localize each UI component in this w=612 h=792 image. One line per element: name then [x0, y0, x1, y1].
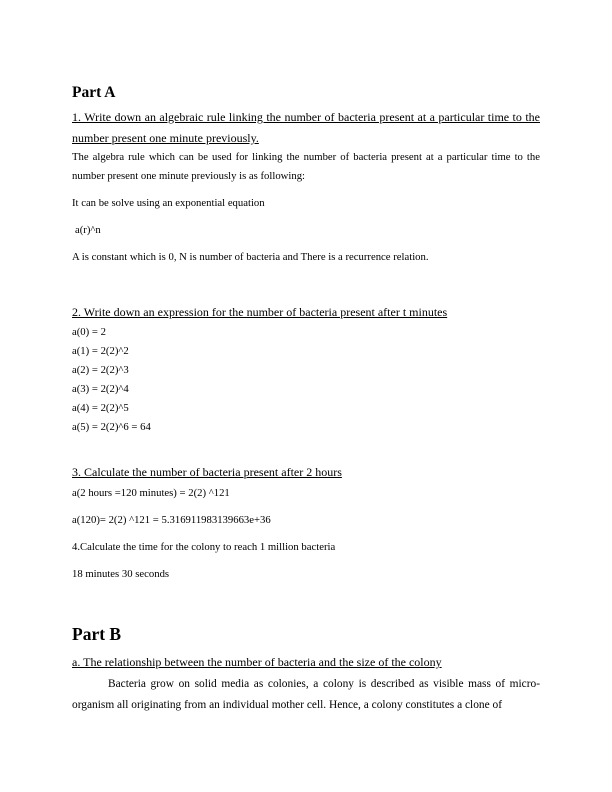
sequence-line: a(1) = 2(2)^2	[72, 345, 129, 357]
sequence-line: a(2) = 2(2)^3	[72, 364, 129, 376]
question-3-title: 3. Calculate the number of bacteria present after 2 hours	[72, 465, 342, 479]
question-1-method: It can be solve using an exponential equation	[72, 197, 265, 209]
question-1-explanation: A is constant which is 0, N is number of bacteria and There is a recurrence relation.	[72, 251, 429, 263]
part-a-heading: Part A	[72, 84, 116, 101]
question-3-line-2: a(120)= 2(2) ^121 = 5.316911983139663e+36	[72, 514, 271, 526]
sequence-line: a(4) = 2(2)^5	[72, 402, 129, 414]
question-1-formula: a(r)^n	[75, 224, 101, 236]
question-2-title: 2. Write down an expression for the number of bacteria present after t minutes	[72, 305, 448, 319]
sequence-line: a(5) = 2(2)^6 = 64	[72, 421, 151, 433]
question-3-line-1: a(2 hours =120 minutes) = 2(2) ^121	[72, 487, 230, 499]
sequence-line: a(3) = 2(2)^4	[72, 383, 129, 395]
part-b-heading: Part B	[72, 624, 122, 644]
part-b-question-a-title: a. The relationship between the number of bacteria and the size of the colony	[72, 655, 442, 669]
question-4-answer: 18 minutes 30 seconds	[72, 568, 170, 580]
part-b-paragraph: Bacteria grow on solid media as colonies, a colony is described as visible mass of micro-organism all originating from an individual mother cell. Hence, a colony constitutes a clone of	[72, 678, 540, 711]
question-1-title: 1. Write down an algebraic rule linking the number of bacteria present at a particular time to the number present one minute previously.	[72, 110, 540, 145]
question-4-title: 4.Calculate the time for the colony to reach 1 million bacteria	[72, 541, 336, 553]
question-1-answer-intro: The algebra rule which can be used for linking the number of bacteria present at a particular time to the number present one minute previously is as following:	[72, 151, 540, 182]
sequence-line: a(0) = 2	[72, 326, 106, 338]
